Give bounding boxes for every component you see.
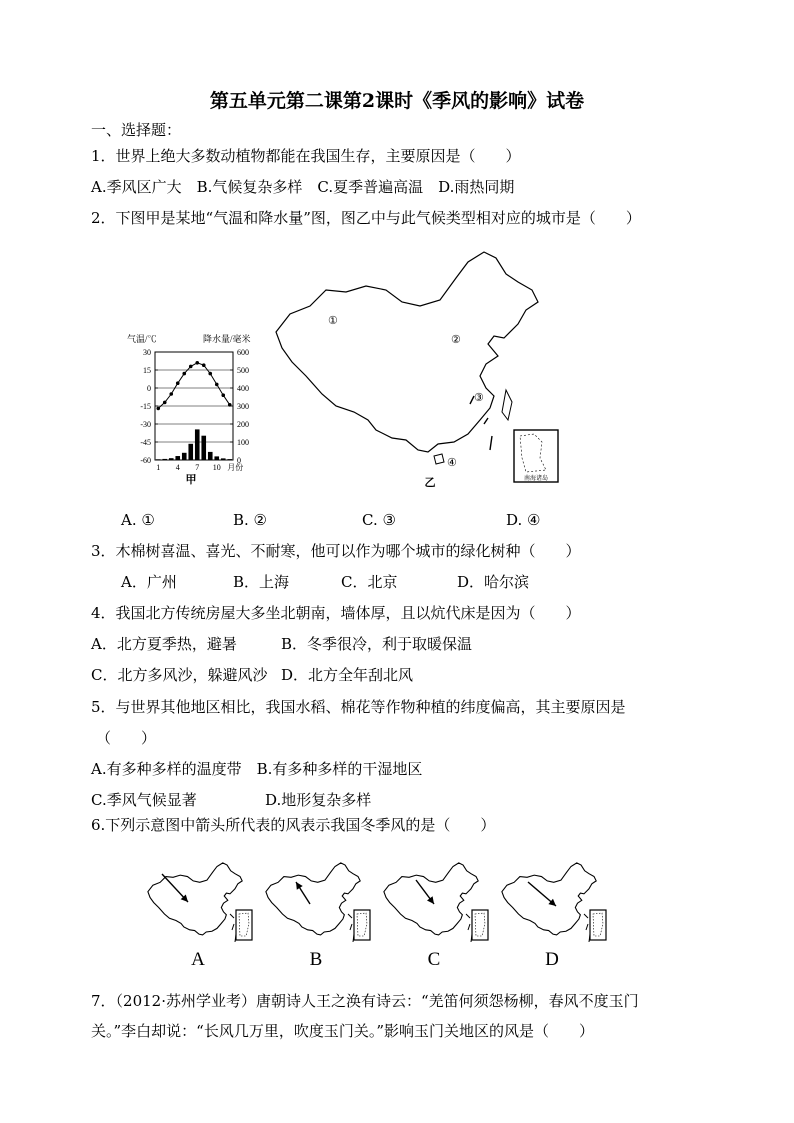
q3-option-a: A．广州: [121, 573, 177, 591]
arrow-head: [296, 882, 303, 890]
q6-map-a: [148, 863, 252, 970]
q3-option-c: C．北京: [341, 573, 398, 591]
q3-option-d: D．哈尔滨: [457, 573, 530, 591]
q5-options-ab: A.有多种多样的温度带 B.有多种多样的干湿地区: [91, 760, 423, 778]
temp-point: [176, 381, 180, 385]
q1-options: A.季风区广大 B.气候复杂多样 C.夏季普遍高温 D.雨热同期: [91, 178, 515, 196]
temp-tick-label: 0: [147, 384, 151, 393]
q6-map-d: [502, 863, 606, 970]
q3-stem: 3．木棉树喜温、喜光、不耐寒，他可以作为哪个城市的绿化树种（ ）: [91, 542, 581, 560]
precip-bar: [156, 459, 161, 460]
marker-3: ③: [474, 392, 484, 404]
temp-point: [182, 372, 186, 376]
temp-point: [189, 365, 193, 369]
precip-bar: [214, 456, 219, 460]
hainan-island: [434, 454, 444, 464]
precip-bar: [188, 444, 193, 460]
q2-option-d: D. ④: [506, 511, 541, 529]
china-map: [262, 244, 567, 494]
precip-bar: [169, 458, 174, 460]
temp-point: [163, 401, 167, 405]
q6-stem: 6.下列示意图中箭头所代表的风表示我国冬季风的是（ ）: [91, 816, 496, 834]
south-sea-inset: [472, 910, 488, 940]
taiwan-island: [502, 390, 512, 420]
temperature-line: [158, 363, 230, 409]
q2-stem: 2．下图甲是某地“气温和降水量”图，图乙中与此气候类型相对应的城市是（ ）: [91, 209, 641, 227]
q6-caption: B: [309, 949, 323, 970]
q6-caption: C: [427, 949, 441, 970]
q2-option-a: A. ①: [121, 511, 155, 529]
temp-tick-label: -60: [140, 456, 151, 465]
q2-option-b: B. ②: [233, 511, 268, 529]
arrow-head: [427, 896, 434, 904]
precip-bar: [195, 429, 200, 460]
precip-tick-label: 500: [237, 366, 249, 375]
temp-point: [195, 361, 199, 365]
precip-axis-title: 降水量/毫米: [203, 334, 251, 344]
q6-map-c: [384, 863, 488, 970]
temp-tick-label: 15: [143, 366, 151, 375]
page-title: 第五单元第二课第2课时《季风的影响》试卷: [209, 90, 585, 112]
month-tick-label: 7: [195, 463, 200, 472]
south-sea-inset: [236, 910, 252, 940]
q4-option-b: B．冬季很冷，利于取暖保温: [281, 635, 473, 653]
map-caption-yi: 乙: [424, 477, 436, 489]
temp-tick-label: -30: [140, 420, 151, 429]
q7-line-2: 关。”李白却说：“长风几万里，吹度玉门关。”影响玉门关地区的风是（ ）: [91, 1022, 595, 1040]
inset-label: 南海诸岛: [523, 476, 549, 482]
temp-point: [169, 392, 173, 396]
precip-bar: [201, 436, 206, 460]
temp-point: [228, 403, 232, 407]
temp-point: [156, 407, 160, 411]
q6-map-b: [266, 863, 370, 970]
q6-maps-svg: [140, 852, 620, 977]
precip-tick-label: 400: [237, 384, 249, 393]
south-sea-inset: [590, 910, 606, 940]
q2-option-c: C. ③: [362, 511, 396, 529]
precip-tick-label: 300: [237, 402, 249, 411]
q4-option-a: A．北方夏季热，避暑: [91, 635, 237, 653]
temp-point: [221, 393, 225, 397]
chart-caption-jia: 甲: [185, 474, 197, 486]
q6-caption: D: [545, 949, 559, 970]
temp-tick-label: 30: [143, 348, 151, 357]
section-heading: 一、选择题：: [91, 121, 182, 139]
temp-tick-label: -45: [140, 438, 151, 447]
south-sea-inset: [354, 910, 370, 940]
q3-option-b: B．上海: [233, 573, 290, 591]
q5-answer-paren: （ ）: [96, 729, 157, 747]
precip-bar: [182, 453, 187, 460]
precip-bar: [221, 458, 226, 460]
q5-option-d: D.地形复杂多样: [265, 791, 372, 809]
q4-stem: 4．我国北方传统房屋大多坐北朝南，墙体厚，且以炕代床是因为（ ）: [91, 604, 581, 622]
climate-chart: [125, 333, 265, 498]
temp-point: [208, 372, 212, 376]
precip-bar: [162, 459, 167, 460]
month-tick-label: 4: [175, 463, 180, 472]
temp-point: [202, 363, 206, 367]
precip-tick-label: 200: [237, 420, 249, 429]
q1-stem: 1．世界上绝大多数动植物都能在我国生存，主要原因是（ ）: [91, 147, 521, 165]
q5-option-c: C.季风气候显著: [91, 791, 197, 809]
precip-bar: [175, 456, 180, 460]
precip-bar: [208, 452, 213, 460]
marker-1: ①: [328, 315, 338, 327]
temp-axis-title: 气温/℃: [127, 334, 157, 344]
q6-map-row: [140, 852, 620, 977]
month-tick-label: 10: [212, 463, 221, 472]
south-sea-inset: [514, 430, 558, 482]
marker-4: ④: [447, 457, 457, 469]
q4-option-d: D．北方全年刮北风: [281, 666, 414, 684]
precip-tick-label: 0: [237, 456, 241, 465]
month-tick-label: 1: [156, 463, 161, 472]
coastline-islands: [470, 396, 492, 450]
precip-tick-label: 100: [237, 438, 249, 447]
precip-tick-label: 600: [237, 348, 249, 357]
month-unit-label: 月份: [227, 463, 244, 472]
temp-tick-label: -15: [140, 402, 151, 411]
marker-2: ②: [451, 334, 461, 346]
temp-point: [215, 383, 219, 387]
q7-line-1: 7．（2012·苏州学业考）唐朝诗人王之涣有诗云：“羌笛何须怨杨柳，春风不度玉门: [91, 992, 639, 1010]
precip-bar: [227, 459, 232, 460]
q5-stem: 5．与世界其他地区相比，我国水稻、棉花等作物种植的纬度偏高，其主要原因是: [91, 698, 626, 716]
q4-option-c: C．北方多风沙，躲避风沙: [91, 666, 268, 684]
q6-caption: A: [191, 949, 205, 970]
